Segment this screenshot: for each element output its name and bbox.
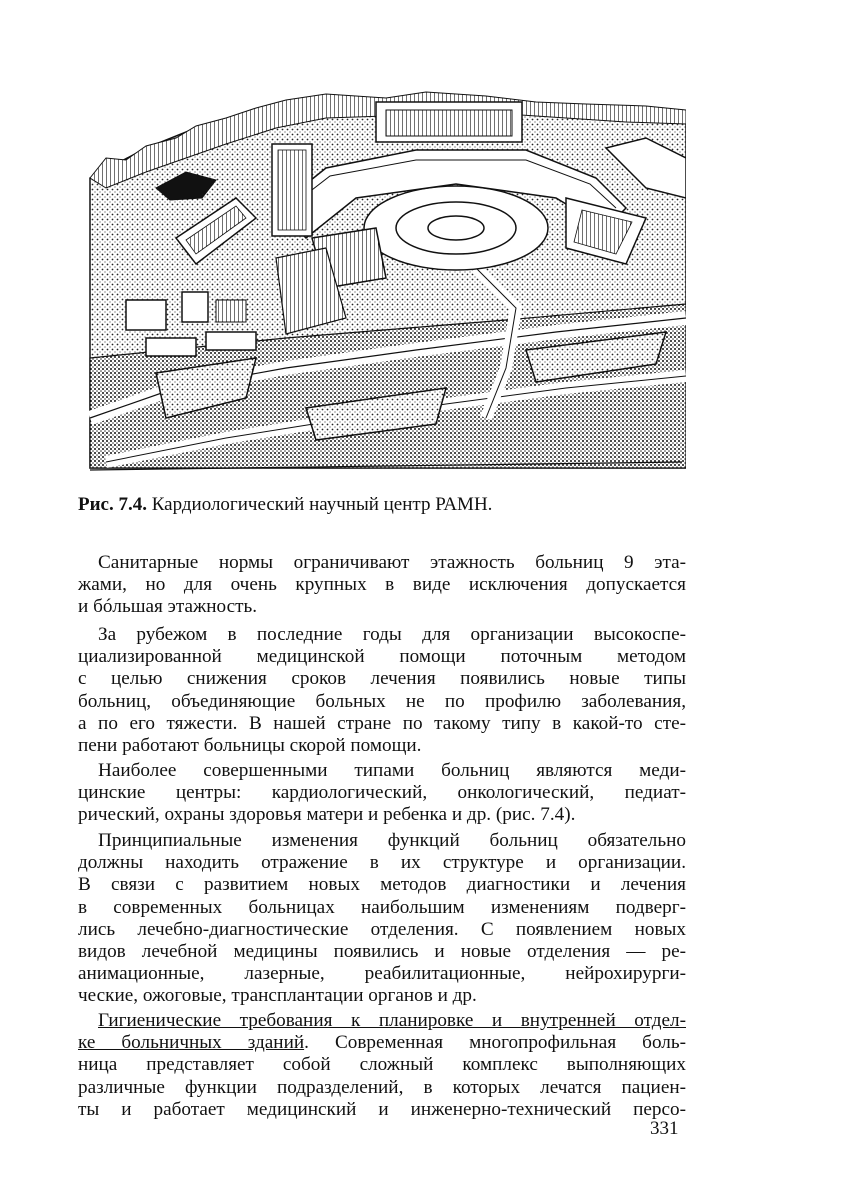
section-heading-line: Гигиенические требования к планировке и внутренней отдел- xyxy=(98,1010,686,1031)
paragraph-line: ческие, ожоговые, трансплантации органов и др. xyxy=(78,985,477,1007)
paragraph-line: лись лечебно-диагностические отделения. С появлением новых xyxy=(78,918,686,940)
section-heading-continuation: ке больничных зданий xyxy=(78,1032,305,1054)
paragraph-line: жами, но для очень крупных в виде исключения допускается xyxy=(78,574,686,596)
paragraph-4 xyxy=(78,830,686,1008)
paragraph-line: ты и работает медицинский и инженерно-технический персо- xyxy=(78,1098,686,1120)
figure-illustration xyxy=(86,88,686,484)
paragraph-line: должны находить отражение в их структуре и организации. xyxy=(78,852,686,874)
paragraph-line: видов лечебной медицины появились и новые отделения — ре- xyxy=(78,940,686,962)
paragraph-line: и бóльшая этажность. xyxy=(78,596,258,618)
paragraph-line: различные функции подразделений, в которых лечатся пациен- xyxy=(78,1076,686,1098)
paragraph-line: Санитарные нормы ограничивают этажность больниц 9 эта- xyxy=(98,552,686,573)
paragraph-line: Наиболее совершенными типами больниц являются меди- xyxy=(98,760,686,781)
paragraph-line: В связи с развитием новых методов диагностики и лечения xyxy=(78,874,686,896)
paragraph-line: с целью снижения сроков лечения появились новые типы xyxy=(78,668,686,690)
paragraph-3 xyxy=(78,760,686,827)
hospital-complex-drawing xyxy=(86,88,686,484)
figure-caption-text: Кардиологический научный центр РАМН. xyxy=(151,494,493,515)
paragraph-line: больниц, объединяющие больных не по профилю заболевания, xyxy=(78,690,686,712)
paragraph-line: пени работают больницы скорой помощи. xyxy=(78,734,422,756)
paragraph-line: цинские центры: кардиологический, онкологический, педиат- xyxy=(78,782,686,804)
figure-caption-label: Рис. 7.4. xyxy=(78,494,147,515)
paragraph-1 xyxy=(78,552,686,619)
paragraph-line xyxy=(78,1032,686,1054)
paragraph-line: в современных больницах наибольшим изменениям подверг- xyxy=(78,896,686,918)
paragraph-line: анимационные, лазерные, реабилитационные, нейрохирурги- xyxy=(78,963,686,985)
paragraph-line: а по его тяжести. В нашей стране по такому типу в какой-то сте- xyxy=(78,712,686,734)
figure-caption xyxy=(78,494,492,516)
paragraph-line: циализированной медицинской помощи поточным методом xyxy=(78,646,686,668)
paragraph-line: Принципиальные изменения функций больниц обязательно xyxy=(98,830,686,851)
paragraph-line: За рубежом в последние годы для организации высокоспе- xyxy=(98,624,686,645)
paragraph-line: рический, охраны здоровья матери и ребенка и др. (рис. 7.4). xyxy=(78,804,576,826)
paragraph-line-rest: . Современная многопрофильная боль- xyxy=(304,1032,686,1054)
paragraph-line: ница представляет собой сложный комплекс выполняющих xyxy=(78,1054,686,1076)
page-number: 331 xyxy=(650,1118,679,1139)
paragraph-5 xyxy=(78,1010,686,1121)
paragraph-2 xyxy=(78,624,686,757)
